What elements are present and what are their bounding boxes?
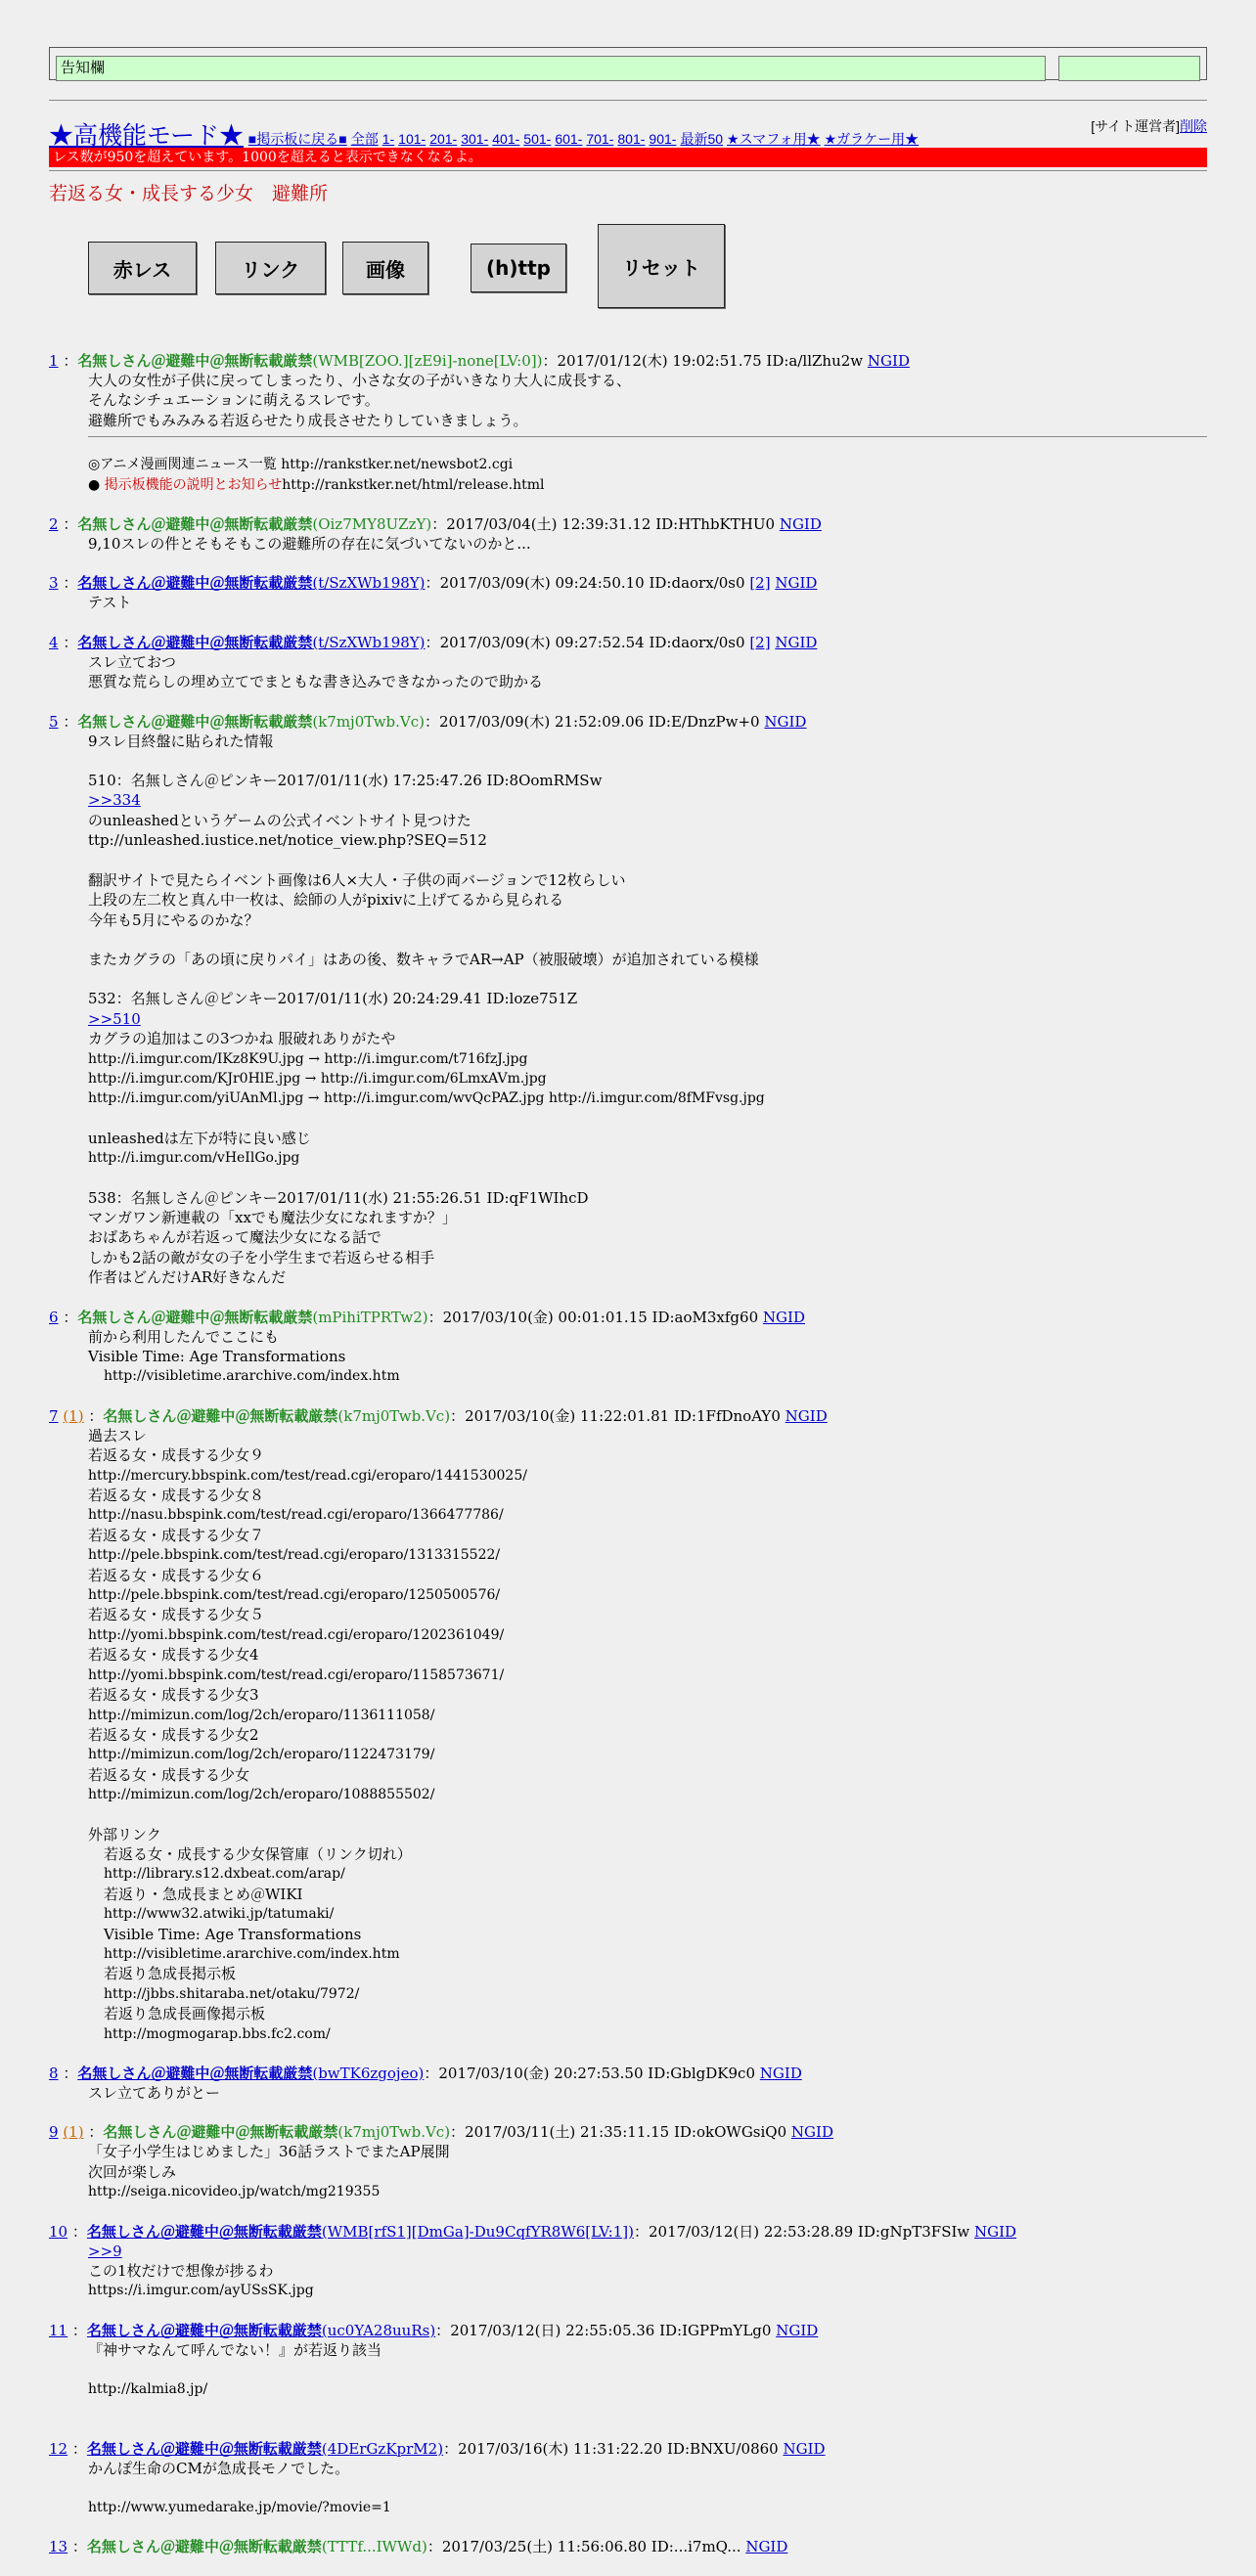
url-text: http://i.imgur.com/IKz8K9U.jpg → http://i.imgur.com/t716fzJ.jpg: [88, 1050, 528, 1067]
url-text: https://i.imgur.com/ayUSsSK.jpg: [88, 2283, 314, 2299]
ngid-link[interactable]: NGID: [785, 1406, 828, 1425]
url-text: http://mimizun.com/log/2ch/eroparo/1136111058/: [88, 1707, 435, 1723]
post-line: [88, 1109, 1207, 1129]
post: [49, 1406, 1207, 2044]
url-text: http://i.imgur.com/vHeIlGo.jpg: [88, 1150, 300, 1167]
url-text: http://kalmia8.jp/: [88, 2381, 208, 2398]
post-header: 2 ：名無しさん＠避難中＠無断転載厳禁(Oiz7MY8UZzY)：2017/03/04(土) 12:39:31.12 ID:HThbKTHU0 NGID: [49, 515, 822, 534]
post-line: 若返る女・成長する少女５: [88, 1606, 265, 1624]
url-text: http://pele.bbspink.com/test/read.cgi/eroparo/1250500576/: [88, 1587, 501, 1604]
reset-button[interactable]: リセット: [598, 224, 725, 308]
nav-link[interactable]: 501-: [523, 131, 552, 147]
post-body: [88, 1327, 1207, 1387]
post-line: 若返る女・成長する少女９: [88, 1446, 265, 1465]
post-line: [88, 1805, 1207, 1825]
post-list: [49, 351, 1207, 2556]
post-header: 9 (1) ：名無しさん＠避難中＠無断転載厳禁(k7mj0Twb.Vc)：2017/03/11(土) 21:35:11.15 ID:okOWGsiQ0 NGID: [49, 2123, 833, 2142]
url-text: http://visibletime.ararchive.com/index.htm: [104, 1368, 400, 1385]
poster-name[interactable]: 名無しさん＠避難中＠無断転載厳禁: [77, 574, 313, 593]
post-line: 若返る女・成長する少女: [88, 1765, 250, 1784]
http-button[interactable]: (h)ttp: [471, 244, 566, 292]
url-text: http://pele.bbspink.com/test/read.cgi/eroparo/1313315522/: [88, 1547, 501, 1564]
post-line: のunleashedというゲームの公式イベントサイト見つけた: [88, 811, 471, 829]
post-line: 538：名無しさん＠ピンキー2017/01/11(水) 21:55:26.51 ID:qF1WIhcD: [88, 1188, 589, 1207]
poster-trip: (uc0YA28uuRs): [321, 2321, 436, 2339]
post-date-id: 2017/03/10(金) 00:01:01.15 ID:aoM3xfg60: [442, 1308, 759, 1326]
post-header: 7 (1) ：名無しさん＠避難中＠無断転載厳禁(k7mj0Twb.Vc)：2017/03/10(金) 11:22:01.81 ID:1FfDnoAY0 NGID: [49, 1406, 828, 1425]
ngid-link[interactable]: NGID: [775, 574, 818, 593]
nav-link[interactable]: 101-: [398, 131, 426, 147]
post-line: 9スレ目終盤に貼られた情報: [88, 732, 274, 750]
post-line: 過去スレ: [88, 1426, 148, 1444]
url-text: http://mimizun.com/log/2ch/eroparo/1088855502/: [88, 1787, 435, 1803]
post-header: 5 ：名無しさん＠避難中＠無断転載厳禁(k7mj0Twb.Vc)：2017/03/09(木) 21:52:09.06 ID:E/DnzPw+0 NGID: [49, 712, 807, 731]
post-line: 若返り急成長掲示板: [104, 1965, 237, 1983]
nav-link[interactable]: 701-: [586, 131, 614, 147]
post-line: 『神サマなんて呼んでない！』が若返り該当: [88, 2340, 382, 2359]
poster-trip: (WMB[rfS1][DmGa]-Du9CqfYR8W6[LV:1]): [321, 2222, 634, 2241]
filter-toolbar: [49, 204, 1207, 310]
nav-link[interactable]: 401-: [492, 131, 520, 147]
notice-side-field: [1058, 56, 1200, 81]
post-line: [88, 2478, 1207, 2498]
ngid-link[interactable]: NGID: [867, 352, 910, 370]
post-line: [88, 1169, 1207, 1188]
post-line: 510：名無しさん＠ピンキー2017/01/11(水) 17:25:47.26 ID:8OomRMSw: [88, 772, 603, 790]
poster-name: 名無しさん＠避難中＠無断転載厳禁: [103, 1406, 338, 1425]
bullet: ●: [88, 476, 105, 493]
ngid-link[interactable]: NGID: [775, 633, 818, 651]
post-date-id: 2017/03/10(金) 20:27:53.50 ID:GblgDK9c0: [438, 2065, 755, 2082]
post-line: 若返る女・成長する少女3: [88, 1686, 259, 1705]
post-date-id: 2017/03/11(土) 21:35:11.15 ID:okOWGsiQ0: [465, 2123, 787, 2142]
ngid-link[interactable]: NGID: [783, 2439, 826, 2458]
post-date-id: 2017/03/10(金) 11:22:01.81 ID:1FfDnoAY0: [465, 1406, 781, 1425]
ngid-link[interactable]: NGID: [776, 2321, 819, 2339]
nav-link[interactable]: ★スマフォ用★: [727, 131, 821, 147]
nav-link[interactable]: 301-: [461, 131, 489, 147]
post-number-link[interactable]: 12: [49, 2439, 68, 2458]
poster-trip: (Oiz7MY8UZzY): [312, 515, 432, 534]
info-link-label[interactable]: 掲示板機能の説明とお知らせ: [104, 476, 283, 493]
post-number-link[interactable]: 8: [49, 2065, 59, 2082]
poster-trip: (k7mj0Twb.Vc): [337, 1406, 451, 1425]
post: [49, 2222, 1207, 2301]
poster-name: 名無しさん＠避難中＠無断転載厳禁: [86, 2538, 322, 2556]
post-line: Visible Time: Age Transformations: [88, 1348, 346, 1365]
poster-name: 名無しさん＠避難中＠無断転載厳禁: [77, 515, 313, 534]
post-header: 4 ：名無しさん＠避難中＠無断転載厳禁(t/SzXWb198Y)：2017/03/09(木) 09:27:52.54 ID:daorx/0s0 [2] NGID: [49, 633, 818, 651]
post-line: 9,10スレの件とそもそもこの避難所の存在に気づいてないのかと...: [88, 535, 531, 554]
poster-trip: (mPihiTPRTw2): [312, 1308, 428, 1326]
nav-link[interactable]: 801-: [617, 131, 646, 147]
post-line: 532：名無しさん＠ピンキー2017/01/11(水) 20:24:29.41 ID:loze751Z: [88, 990, 578, 1008]
post-number-link[interactable]: 1: [49, 352, 59, 370]
post-line: [88, 930, 1207, 950]
poster-trip: (WMB[ZOO.][zE9i]-none[LV:0]): [312, 352, 543, 370]
post-header: 11 ：名無しさん＠避難中＠無断転載厳禁(uc0YA28uuRs)：2017/03/12(日) 22:55:05.36 ID:IGPPmYLg0 NGID: [49, 2321, 819, 2339]
post-line: 避難所でもみみみる若返らせたり成長させたりしていきましょう。: [88, 411, 528, 429]
post-body: [88, 371, 1207, 495]
poster-name[interactable]: 名無しさん＠避難中＠無断転載厳禁: [77, 2065, 313, 2082]
post-header: 10 ：名無しさん＠避難中＠無断転載厳禁(WMB[rfS1][DmGa]-Du9CqfYR8W6[LV:1])：2017/03/12(日) 22:53:28.89 ID:gNpT3FSIw NGID: [49, 2222, 1017, 2241]
ngid-link[interactable]: NGID: [745, 2538, 788, 2556]
post-line: 若返る女・成長する少女６: [88, 1566, 265, 1584]
url-text: http://seiga.nicovideo.jp/watch/mg219355: [88, 2184, 381, 2200]
id-count-link[interactable]: [2]: [749, 574, 771, 593]
post-body: [88, 2083, 1207, 2103]
post-line: 大人の女性が子供に戻ってしまったり、小さな女の子がいきなり大人に成長する、: [88, 372, 632, 389]
post: [49, 573, 1207, 612]
post: [49, 2439, 1207, 2518]
post-date-id: 2017/03/09(木) 09:27:52.54 ID:daorx/0s0: [439, 633, 745, 651]
post: [49, 514, 1207, 554]
post-line: マンガワン新連載の「xxでも魔法少女になれますか？」: [88, 1208, 457, 1226]
post-line: スレ立ておつ: [88, 652, 176, 671]
post-body: [88, 2459, 1207, 2518]
post-line: この1枚だけで想像が捗るわ: [88, 2262, 274, 2281]
poster-trip: (4DErGzKprM2): [321, 2439, 444, 2458]
nav-link[interactable]: 201-: [429, 131, 458, 147]
poster-trip: (k7mj0Twb.Vc): [312, 712, 426, 731]
post: [49, 351, 1207, 495]
divider: [49, 100, 1207, 101]
post-line: [88, 851, 1207, 870]
post-header: 13 ：名無しさん＠避難中＠無断転載厳禁(TTTf...IWWd)：2017/03/25(土) 11:56:06.80 ID:...i7mQ... NGID: [49, 2538, 788, 2556]
post-date-id: 2017/01/12(木) 19:02:51.75 ID:a/llZhu2w: [557, 352, 864, 370]
reply-anchor-link[interactable]: >>510: [88, 1009, 141, 1028]
post-line: 若返る女・成長する少女4: [88, 1646, 259, 1665]
nav-link[interactable]: 601-: [555, 131, 583, 147]
reply-anchor-link[interactable]: >>9: [88, 2242, 122, 2260]
url-text: http://yomi.bbspink.com/test/read.cgi/eroparo/1202361049/: [88, 1626, 505, 1643]
post-number-link[interactable]: 9: [49, 2123, 59, 2142]
poster-trip: (bwTK6zgojeo): [312, 2065, 425, 2082]
post-line: [88, 751, 1207, 771]
poster-name[interactable]: 名無しさん＠避難中＠無断転載厳禁: [86, 2439, 322, 2458]
mode-title-link[interactable]: ★高機能モード★: [49, 122, 245, 150]
post-header: 3 ：名無しさん＠避難中＠無断転載厳禁(t/SzXWb198Y)：2017/03/09(木) 09:24:50.10 ID:daorx/0s0 [2] NGID: [49, 574, 818, 593]
nav-link[interactable]: 1-: [381, 131, 395, 147]
poster-name[interactable]: 名無しさん＠避難中＠無断転載厳禁: [86, 2321, 322, 2339]
post-line: テスト: [88, 594, 132, 612]
ngid-link[interactable]: NGID: [974, 2222, 1017, 2241]
delete-link[interactable]: 削除: [1180, 118, 1207, 134]
post-date-id: 2017/03/04(土) 12:39:31.12 ID:HThbKTHU0: [446, 515, 776, 534]
post-line: そんなシチュエーションに萌えるスレです。: [88, 391, 380, 410]
post-line: 若返る女・成長する少女７: [88, 1526, 265, 1544]
admin-area: [1091, 116, 1207, 136]
poster-name: 名無しさん＠避難中＠無断転載厳禁: [77, 712, 313, 731]
thread-title: 若返る女・成長する少女 避難所: [49, 183, 329, 204]
nav-link[interactable]: 全部: [350, 131, 379, 147]
post-number-link[interactable]: 13: [49, 2538, 68, 2556]
post-number-link[interactable]: 10: [49, 2222, 68, 2241]
post-line: 今年も5月にやるのかな？: [88, 910, 259, 929]
post-date-id: 2017/03/12(日) 22:55:05.36 ID:IGPPmYLg0: [450, 2321, 772, 2339]
url-text: http://i.imgur.com/yiUAnMl.jpg → http://i.imgur.com/wvQcPAZ.jpg http://i.imgur.com/8fMFvsg.jpg: [88, 1090, 765, 1107]
post-line: 「女子小学生はじめました」36話ラストでまたAP展開: [88, 2143, 450, 2161]
post-body: [88, 2340, 1207, 2420]
post-line: しかも2話の敵が女の子を小学生まで若返らせる相手: [88, 1248, 435, 1266]
url-text: http://rankstker.net/html/release.html: [282, 476, 545, 493]
notice-panel: [49, 47, 1207, 80]
id-count-link[interactable]: [2]: [749, 633, 771, 651]
post-line: 外部リンク: [88, 1825, 161, 1843]
post-line: おばあちゃんが若返って魔法少女になる話で: [88, 1228, 382, 1247]
post-number-link[interactable]: 3: [49, 574, 59, 593]
post-line: [88, 2400, 1207, 2420]
post-number-link[interactable]: 5: [49, 712, 59, 731]
ngid-link[interactable]: NGID: [762, 1308, 805, 1326]
ngid-link[interactable]: NGID: [790, 2123, 833, 2142]
notice-field: 告知欄: [56, 56, 1046, 81]
poster-trip: (TTTf...IWWd): [321, 2538, 427, 2556]
divider: [49, 170, 1207, 171]
reply-anchor-link[interactable]: >>334: [88, 791, 141, 810]
post-line: かんぽ生命のCMが急成長モノでした。: [88, 2459, 350, 2477]
image-button[interactable]: 画像: [342, 242, 428, 294]
url-text: http://mercury.bbspink.com/test/read.cgi/eroparo/1441530025/: [88, 1467, 527, 1484]
poster-trip: (t/SzXWb198Y): [312, 633, 426, 651]
url-text: http://visibletime.ararchive.com/index.htm: [104, 1945, 400, 1962]
post-date-id: 2017/03/25(土) 11:56:06.80 ID:...i7mQ...: [441, 2538, 741, 2556]
post-header: 8 ：名無しさん＠避難中＠無断転載厳禁(bwTK6zgojeo)：2017/03/10(金) 20:27:53.50 ID:GblgDK9c0 NGID: [49, 2065, 802, 2082]
nav-links: [248, 130, 922, 148]
ngid-link[interactable]: NGID: [779, 515, 822, 534]
post-number-link[interactable]: 6: [49, 1308, 59, 1326]
post-body: [88, 2242, 1207, 2301]
url-text: http://i.imgur.com/KJr0HlE.jpg → http://i.imgur.com/6LmxAVm.jpg: [88, 1070, 547, 1087]
red-res-button[interactable]: 赤レス: [88, 242, 197, 294]
post: [49, 712, 1207, 1288]
poster-name: 名無しさん＠避難中＠無断転載厳禁: [103, 2123, 338, 2142]
post-line: 翻訳サイトで見たらイベント画像は6人×大人・子供の両バージョンで12枚らしい: [88, 870, 626, 889]
poster-trip: (t/SzXWb198Y): [312, 574, 426, 593]
post-line: 若返る女・成長する少女８: [88, 1487, 265, 1505]
warning-banner: レス数が950を超えています。1000を超えると表示できなくなるよ。: [49, 148, 1207, 167]
post: [49, 2064, 1207, 2103]
poster-name[interactable]: 名無しさん＠避難中＠無断転載厳禁: [86, 2222, 322, 2241]
url-text: http://yomi.bbspink.com/test/read.cgi/eroparo/1158573671/: [88, 1666, 505, 1683]
admin-label: [サイト運営者]: [1091, 118, 1180, 134]
reply-count[interactable]: (1): [63, 1406, 84, 1425]
post-body: [88, 652, 1207, 692]
nav-link[interactable]: ★ガラケー用★: [824, 131, 920, 147]
post-date-id: 2017/03/09(木) 21:52:09.06 ID:E/DnzPw+0: [439, 712, 760, 731]
post-header: 12 ：名無しさん＠避難中＠無断転載厳禁(4DErGzKprM2)：2017/03/16(木) 11:31:22.20 ID:BNXU/0860 NGID: [49, 2439, 826, 2458]
post-line: 上段の左二枚と真ん中一枚は、絵師の人がpixivに上げてるから見られる: [88, 891, 564, 910]
url-text: http://www.yumedarake.jp/movie/?movie=1: [88, 2500, 391, 2516]
post-number-link[interactable]: 2: [49, 515, 59, 534]
post-line: ttp://unleashed.iustice.net/notice_view.php?SEQ=512: [88, 831, 487, 850]
link-button[interactable]: リンク: [215, 242, 326, 294]
poster-name: 名無しさん＠避難中＠無断転載厳禁: [77, 1308, 313, 1326]
url-text: http://www32.atwiki.jp/tatumaki/: [104, 1906, 335, 1923]
url-text: http://mogmogarap.bbs.fc2.com/: [104, 2025, 331, 2042]
post-date-id: 2017/03/16(木) 11:31:22.20 ID:BNXU/0860: [458, 2439, 779, 2458]
url-text: http://jbbs.shitaraba.net/otaku/7972/: [104, 1985, 360, 2002]
post-number-link[interactable]: 4: [49, 633, 59, 651]
post-body: [88, 534, 1207, 554]
post-line: 作者はどんだけAR好きなんだ: [88, 1268, 287, 1287]
post-line: [88, 969, 1207, 989]
post-date-id: 2017/03/09(木) 09:24:50.10 ID:daorx/0s0: [439, 574, 745, 593]
post-number-link[interactable]: 11: [49, 2321, 68, 2339]
nav-link[interactable]: 最新50: [680, 131, 724, 147]
poster-trip: (k7mj0Twb.Vc): [337, 2123, 451, 2142]
post-header: 6 ：名無しさん＠避難中＠無断転載厳禁(mPihiTPRTw2)：2017/03/10(金) 00:01:01.15 ID:aoM3xfg60 NGID: [49, 1308, 805, 1326]
poster-name[interactable]: 名無しさん＠避難中＠無断転載厳禁: [77, 633, 313, 651]
nav-bar: [49, 116, 1207, 150]
post-number-link[interactable]: 7: [49, 1406, 59, 1425]
post-line: 次回が楽しみ: [88, 2162, 177, 2181]
post-line: カグラの追加はこの3つかね 服破れありがたや: [88, 1030, 396, 1048]
post-line: [88, 2360, 1207, 2379]
post-date-id: 2017/03/12(日) 22:53:28.89 ID:gNpT3FSIw: [648, 2222, 970, 2241]
page: [49, 47, 1207, 2576]
post-line: unleashedは左下が特に良い感じ: [88, 1129, 311, 1147]
post: [49, 2321, 1207, 2420]
reply-count[interactable]: (1): [63, 2123, 84, 2142]
info-line: [88, 475, 1207, 495]
nav-link[interactable]: ■掲示板に戻る■: [247, 131, 347, 147]
url-text: http://library.s12.dxbeat.com/arap/: [104, 1866, 345, 1883]
post: [49, 2122, 1207, 2201]
post-body: [88, 2142, 1207, 2201]
post-header: 1 ：名無しさん＠避難中＠無断転載厳禁(WMB[ZOO.][zE9i]-none[LV:0])：2017/01/12(木) 19:02:51.75 ID:a/llZhu2w NGID: [49, 352, 910, 370]
post-line: 若返り・急成長まとめ＠WIKI: [104, 1885, 303, 1903]
divider: [88, 436, 1207, 437]
url-text: http://mimizun.com/log/2ch/eroparo/1122473179/: [88, 1747, 435, 1763]
ngid-link[interactable]: NGID: [764, 712, 807, 731]
nav-link[interactable]: 901-: [649, 131, 677, 147]
post-body: [88, 1426, 1207, 2044]
post-line: Visible Time: Age Transformations: [104, 1925, 362, 1943]
ngid-link[interactable]: NGID: [759, 2065, 802, 2082]
post-line: 前から利用したんでここにも: [88, 1327, 280, 1346]
post-line: 悪質な荒らしの埋め立てでまともな書き込みできなかったので助かる: [88, 673, 544, 691]
post-line: スレ立てありがとー: [88, 2084, 221, 2102]
post-line: 若返る女・成長する少女保管庫（リンク切れ）: [104, 1844, 412, 1863]
post-body: [88, 593, 1207, 612]
post: [49, 1308, 1207, 1387]
post: [49, 633, 1207, 692]
post-line: 若返り急成長画像掲示板: [104, 2005, 266, 2023]
post: [49, 2537, 1207, 2556]
news-link-line: ◎アニメ漫画関連ニュース一覧 http://rankstker.net/newsbot2.cgi: [88, 457, 514, 473]
post-line: またカグラの「あの頃に戻りパイ」はあの後、数キャラでAR→AP（被服破壊）が追加されている模様: [88, 950, 759, 968]
post-line: 若返る女・成長する少女2: [88, 1725, 259, 1744]
poster-name: 名無しさん＠避難中＠無断転載厳禁: [77, 352, 313, 370]
url-text: http://nasu.bbspink.com/test/read.cgi/eroparo/1366477786/: [88, 1507, 504, 1524]
post-body: [88, 732, 1207, 1288]
